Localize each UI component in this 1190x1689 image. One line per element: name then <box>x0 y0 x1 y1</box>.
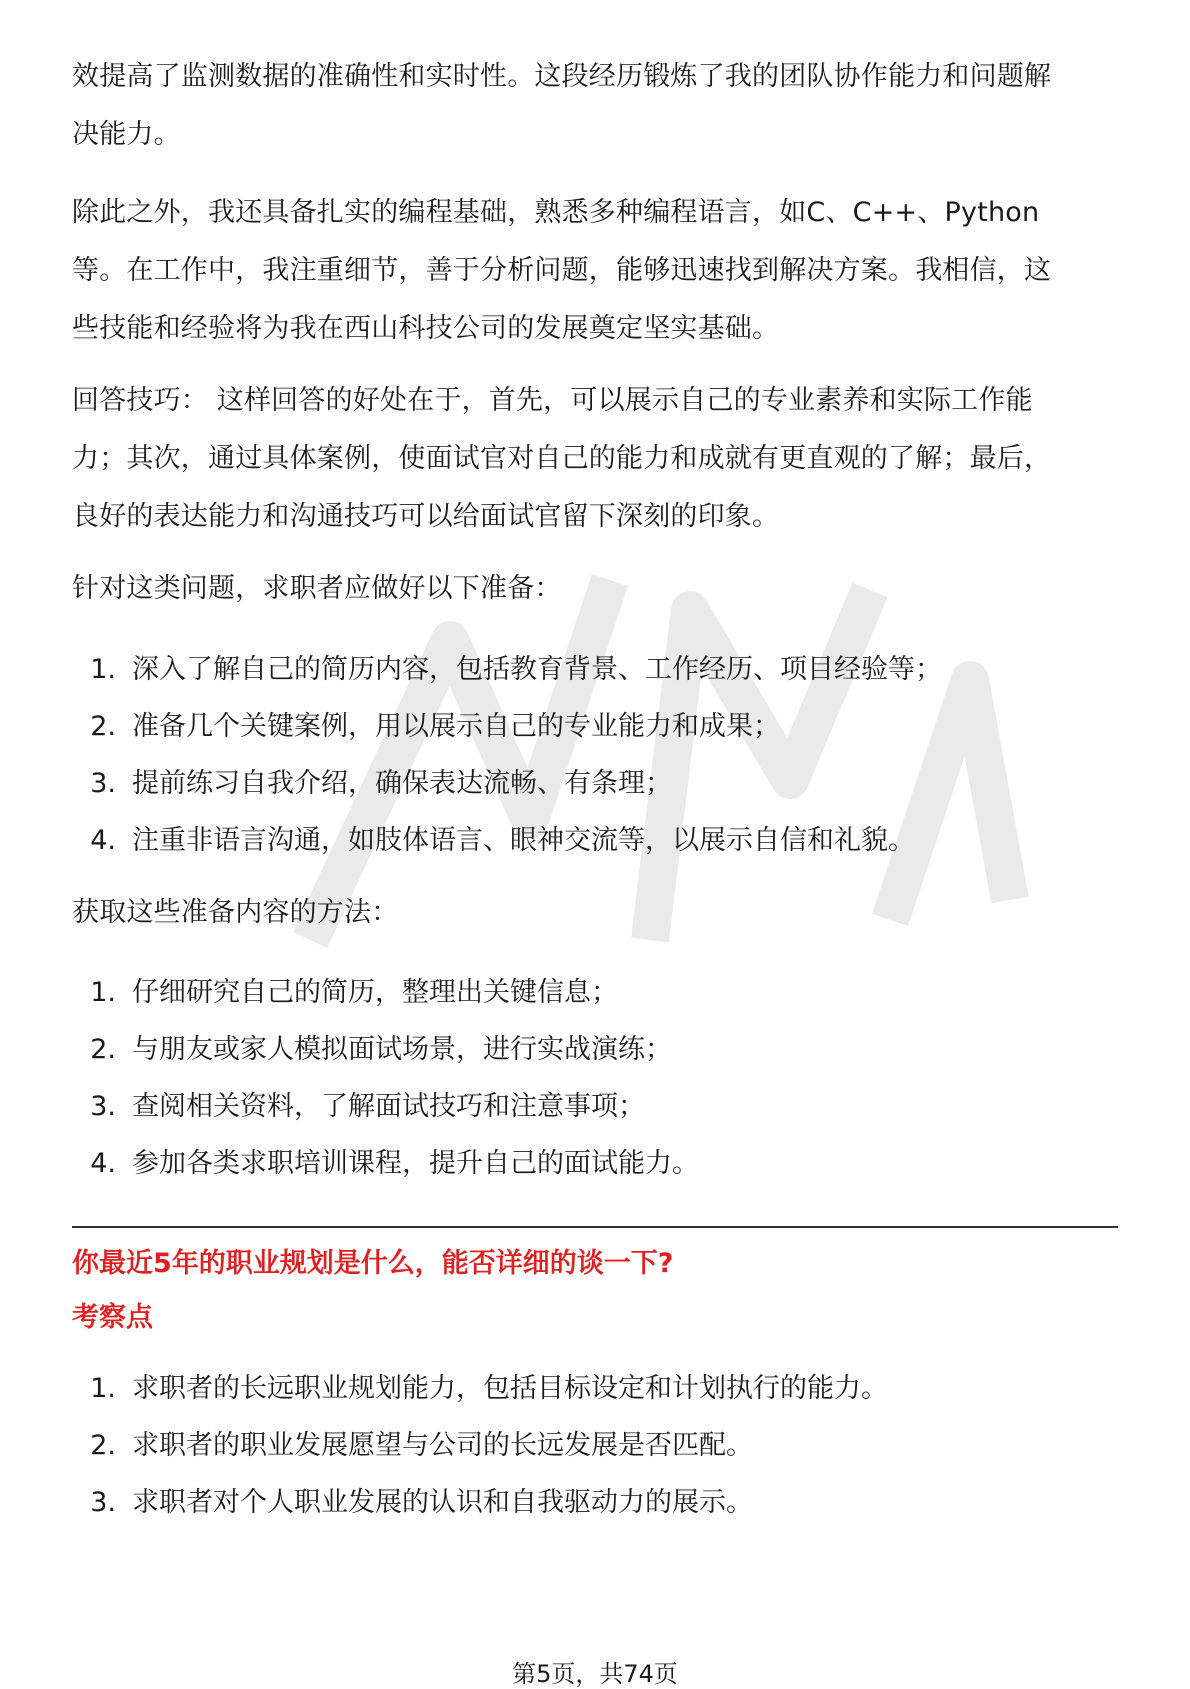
list-item <box>62 964 1108 1021</box>
list-item <box>62 1078 1108 1135</box>
list-item <box>62 1417 1108 1474</box>
preparation-intro <box>72 560 1118 618</box>
list-number: 4. <box>90 825 116 856</box>
paragraph-line: 等。在工作中，我注重细节，善于分析问题，能够迅速找到解决方案。我相信，这 <box>72 255 1052 286</box>
assessment-points-list <box>62 1360 1108 1531</box>
paragraph-line: 决能力。 <box>72 119 181 150</box>
paragraph-line: 力；其次，通过具体案例，使面试官对自己的能力和成就有更直观的了解；最后， <box>72 443 1052 474</box>
paragraph-1 <box>72 48 1118 164</box>
paragraph-2 <box>72 184 1118 358</box>
list-item-text: 参加各类求职培训课程，提升自己的面试能力。 <box>132 1148 699 1179</box>
assessment-points-header <box>72 1298 1118 1338</box>
list-item-text: 求职者的职业发展愿望与公司的长远发展是否匹配。 <box>132 1430 753 1461</box>
list-item-text: 与朋友或家人模拟面试场景，进行实战演练； <box>132 1034 672 1065</box>
list-number: 3. <box>90 1091 116 1122</box>
list-number: 3. <box>90 768 116 799</box>
section-divider <box>72 1226 1118 1228</box>
list-item-text: 求职者对个人职业发展的认识和自我驱动力的展示。 <box>132 1487 753 1518</box>
list-number: 4. <box>90 1148 116 1179</box>
list-number: 2. <box>90 711 116 742</box>
paragraph-line: 些技能和经验将为我在西山科技公司的发展奠定坚实基础。 <box>72 313 780 344</box>
paragraph-line: 除此之外，我还具备扎实的编程基础，熟悉多种编程语言，如C、C++、Python <box>72 197 1040 228</box>
list-number: 2. <box>90 1430 116 1461</box>
list-item-text: 准备几个关键案例，用以展示自己的专业能力和成果； <box>132 711 780 742</box>
list-item-text: 注重非语言沟通，如肢体语言、眼神交流等，以展示自信和礼貌。 <box>132 825 915 856</box>
list-item <box>62 1474 1108 1531</box>
methods-intro-text: 获取这些准备内容的方法： <box>72 897 399 928</box>
preparation-intro-text: 针对这类问题，求职者应做好以下准备： <box>72 573 562 604</box>
list-item <box>62 812 1108 869</box>
list-item <box>62 698 1108 755</box>
methods-list <box>62 964 1108 1192</box>
list-item-text: 深入了解自己的简历内容，包括教育背景、工作经历、项目经验等； <box>132 654 942 685</box>
list-number: 2. <box>90 1034 116 1065</box>
question-title: 你最近5年的职业规划是什么，能否详细的谈一下? <box>72 1248 674 1279</box>
paragraph-line: 良好的表达能力和沟通技巧可以给面试官留下深刻的印象。 <box>72 501 780 532</box>
list-item-text: 查阅相关资料，了解面试技巧和注意事项； <box>132 1091 645 1122</box>
list-number: 1. <box>90 654 116 685</box>
preparation-list <box>62 641 1108 869</box>
list-item-text: 求职者的长远职业规划能力，包括目标设定和计划执行的能力。 <box>132 1373 888 1404</box>
list-number: 1. <box>90 1373 116 1404</box>
answer-tips-paragraph <box>72 372 1118 546</box>
list-item <box>62 1135 1108 1192</box>
list-number: 1. <box>90 977 116 1008</box>
assessment-subtitle: 考察点 <box>72 1302 153 1333</box>
methods-intro <box>72 884 1118 942</box>
page-footer: 第5页，共74页 <box>512 1660 678 1688</box>
paragraph-line: 效提高了监测数据的准确性和实时性。这段经历锻炼了我的团队协作能力和问题解 <box>72 61 1052 92</box>
list-item <box>62 755 1108 812</box>
list-number: 3. <box>90 1487 116 1518</box>
list-item <box>62 1021 1108 1078</box>
list-item-text: 仔细研究自己的简历，整理出关键信息； <box>132 977 618 1008</box>
paragraph-line: 回答技巧： 这样回答的好处在于，首先，可以展示自己的专业素养和实际工作能 <box>72 385 1033 416</box>
list-item <box>62 1360 1108 1417</box>
question-block <box>72 1244 1118 1284</box>
list-item <box>62 641 1108 698</box>
list-item-text: 提前练习自我介绍，确保表达流畅、有条理； <box>132 768 672 799</box>
